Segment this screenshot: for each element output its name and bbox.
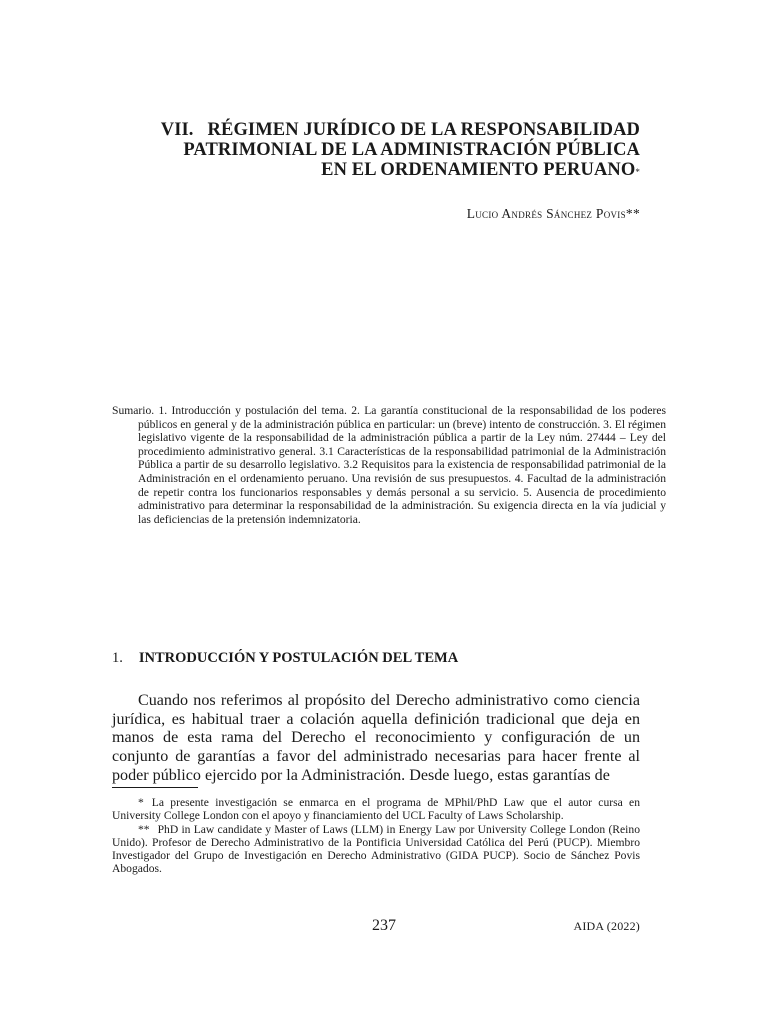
chapter-number: VII. [160, 120, 194, 140]
footnote-2 [112, 823, 640, 876]
section-number: 1. [112, 650, 123, 666]
footnotes [112, 796, 640, 876]
journal-label: AIDA (2022) [573, 919, 640, 933]
footnote-mark-1: * [138, 796, 144, 809]
chapter-title-line-2: PATRIMONIAL DE LA ADMINISTRACIÓN PÚBLICA [183, 140, 640, 160]
chapter-title-line-1 [150, 120, 640, 140]
footnote-mark-2: ** [138, 822, 150, 836]
title-footnote-mark: * [635, 167, 640, 177]
footnote-divider [112, 787, 198, 788]
author-name: Lucio Andrés Sánchez Povis** [466, 206, 640, 221]
footnote-1 [112, 796, 640, 823]
chapter-title-text-1: RÉGIMEN JURÍDICO DE LA RESPONSABILIDAD [207, 120, 640, 140]
section-heading [112, 650, 640, 667]
chapter-title [150, 120, 640, 180]
chapter-title-line-3 [150, 160, 640, 180]
footnote-text-2: PhD in Law candidate y Master of Laws (LLM) in Energy Law por University College London (Reino Unido). Profesor de Derecho Administrativo de la Pontificia Universidad Católica del Perú (PUCP). Miembro Investigador del Grupo de Investigación en Derecho Administrativo (GIDA PUCP). Socio de Sánchez Povis Abogados. [112, 822, 640, 876]
footnote-text-1: La presente investigación se enmarca en el programa de MPhil/PhD Law que el autor cursa en University College London con el apoyo y financiamiento del UCL Faculty of Laws Scholarship. [112, 796, 640, 823]
chapter-title-text-3: EN EL ORDENAMIENTO PERUANO [321, 160, 636, 180]
summary-paragraph: Sumario. 1. Introducción y postulación del tema. 2. La garantía constitucional de la responsabilidad de los poderes públicos en general y de la administración pública en particular: un (breve) intento de construcción. 3. El régimen legislativo vigente de la responsabilidad de la administración pública a partir de la Ley núm. 27444 – Ley del procedimiento administrativo general. 3.1 Características de la responsabilidad patrimonial de la Administración Pública a partir de su desarrollo legislativo. 3.2 Requisitos para la existencia de responsabilidad patrimonial de la Administración en el ordenamiento peruano. Una revisión de sus presupuestos. 4. Facultad de la administración de repetir contra los funcionarios responsables y demás personal a su servicio. 5. Ausencia de procedimiento administrativo para determinar la responsabilidad de la administración. Su exigencia directa en la vía judicial y las deficiencias de la pretensión indemnizatoria. [112, 404, 666, 526]
section-title: INTRODUCCIÓN Y POSTULACIÓN DEL TEMA [138, 650, 459, 666]
body-paragraph: Cuando nos referimos al propósito del Derecho administrativo como ciencia jurídica, es habitual traer a colación aquella definición tradicional que deja en manos de esta rama del Derecho el reconocimiento y configuración de un conjunto de garantías a favor del administrado necesarias para hacer frente al poder público ejercido por la Administración. Desde luego, estas garantías de [112, 692, 640, 784]
page-number: 237 [372, 917, 396, 934]
